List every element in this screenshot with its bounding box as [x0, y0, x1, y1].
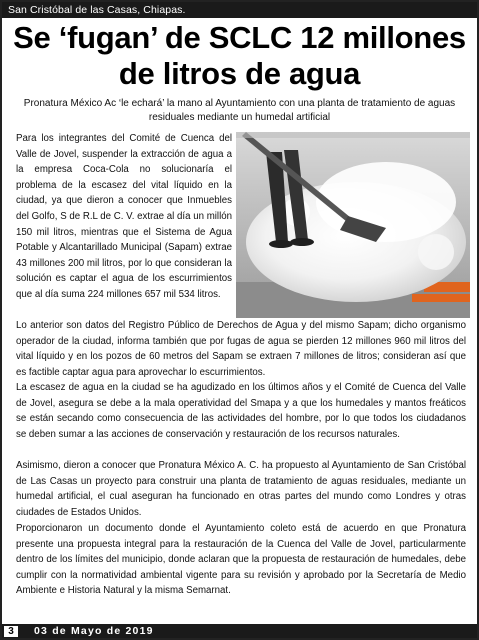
- headline: Se ‘fugan’ de SCLC 12 millones de litros de agua: [13, 20, 466, 91]
- article-paragraph-4: [16, 458, 466, 520]
- article-paragraph-5: [16, 521, 466, 599]
- paragraph-1-text: Para los integrantes del Comité de Cuenca del Valle de Jovel, suspender la extracción de agua a la empresa Coca-Cola no solucionaría el problema de la escasez del vital líquido en la ciudad, ya que dieron a conocer que Inmuebles del Golfo, S de R.L de C. V. extrae al día un millón 150 mil litros, mientras que el Sistema de Agua Potable y Alcantarillado Municipal (Sapam) extrae 43 millones 200 mil litros, por lo que consideran la solución es captar el agua de los escurrimientos que al día suma 224 millones 657 mil 534 litros.: [16, 133, 232, 300]
- article-paragraph-1: [16, 131, 232, 303]
- paragraph-4-text: Asimismo, dieron a conocer que Pronatura México A. C. ha propuesto al Ayuntamiento de San Cristóbal de Las Casas un proyecto para construir una planta de tratamiento de aguas residuales, mediante un humedal artificial, el cual aseguran ha funcionado en otras partes del mundo como Londres y otras ciudades de Estados Unidos.: [16, 460, 466, 518]
- paragraph-5-text: Proporcionaron un documento donde el Ayuntamiento coleto está de acuerdo en que Pronatura presente una propuesta integral para la restauración de la Cuenca del Valle de Jovel, particularmente dentro de los límites del municipio, donde aclaran que la propuesta de restauración de humedales, debe cumplir con la normatividad ambiental vigente para su revisión y aprobado por la Secretaría de Medio Ambiente e Historia Natural y la misma Semarnat.: [16, 523, 466, 597]
- street-water-photo: [236, 132, 470, 318]
- paragraph-3-text: La escasez de agua en la ciudad se ha agudizado en los últimos años y el Comité de Cuenca del Valle de Jovel, asegura se debe a la mala operatividad del Smapa y a que los humedales y mantos freáticos se están secando como consecuencia de las actividades del hombre, por lo que todos los ciudadanos se deben sumar a las acciones de conservación y restauración de los recursos naturales.: [16, 382, 466, 440]
- article-paragraph-3: [16, 380, 466, 442]
- paragraph-2-text: Lo anterior son datos del Registro Público de Derechos de Agua y del mismo Sapam; dicho organismo operador de la ciudad, informa también que por fugas de agua se pierden 12 millones 960 mil litros del vital líquido y en los pozos de 60 metros del Sapam se extraen 7 millones de litros; consideran así que es factible captar agua para aprovechar lo escurrimientos.: [16, 320, 466, 378]
- subheadline: Pronatura México Ac ‘le echará’ la mano al Ayuntamiento con una planta de tratamiento de aguas residuales mediante un humedal artificial: [23, 98, 456, 123]
- header-location: San Cristóbal de las Casas, Chiapas.: [8, 4, 186, 16]
- water-splash-illustration: [236, 132, 470, 318]
- page-number: 3: [4, 626, 18, 637]
- header-bar: [2, 2, 477, 18]
- footer-date: 03 de Mayo de 2019: [34, 625, 154, 637]
- article-paragraph-2: [16, 318, 466, 380]
